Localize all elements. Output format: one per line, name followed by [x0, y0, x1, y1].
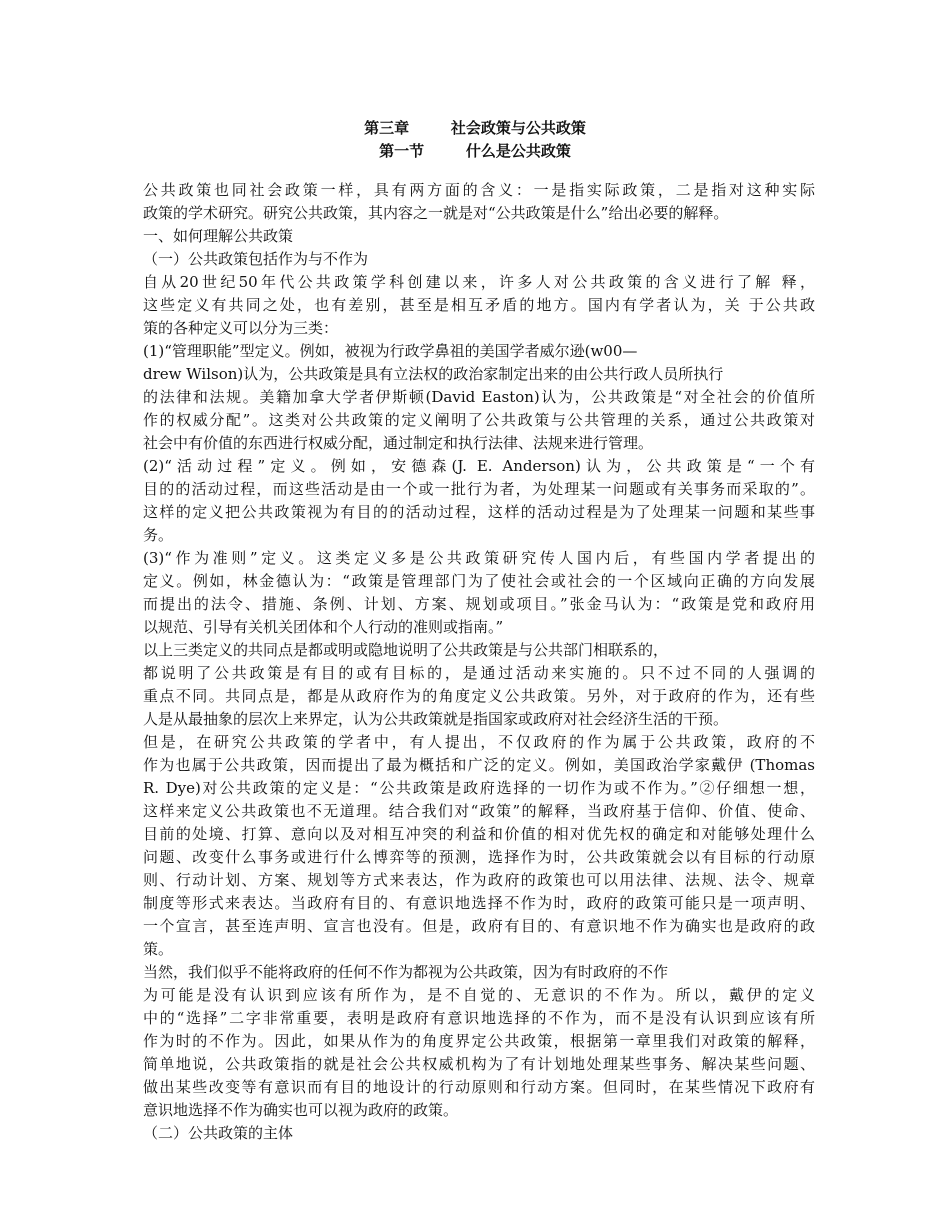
text-line: 策。	[143, 940, 174, 958]
text-line: 作为时的不作为。因此，如果从作为的角度界定公共政策，根据第一章里我们对政策的解释，	[143, 1032, 815, 1050]
text-line: 而提出的法令、措施、条例、计划、方案、规划或项目。”张金马认为：“政策是党和政府用	[143, 595, 815, 613]
text-line: (3)“作为准则”定义。这类定义多是公共政策研究传人国内后，有些国内学者提出的	[143, 549, 815, 567]
text-line: 务。	[143, 526, 174, 544]
text-line: 以上三类定义的共同点是都或明或隐地说明了公共政策是与公共部门相联系的，	[143, 641, 669, 659]
text-line: (1)“管理职能”型定义。例如，被视为行政学鼻祖的美国学者威尔逊(w00—	[143, 342, 638, 360]
text-line: 社会中有价值的东西进行权威分配，通过制定和执行法律、法规来进行管理。	[143, 434, 654, 452]
text-line: 这样来定义公共政策也不无道理。结合我们对“政策”的解释，当政府基于信仰、价值、使命、	[143, 802, 815, 820]
text-line: 这些定义有共同之处，也有差别，甚至是相互矛盾的地方。国内有学者认为，关 于公共政	[143, 296, 815, 314]
section-heading: （二）公共政策的主体	[143, 1124, 294, 1142]
text-line: 定义。例如，林金德认为：“政策是管理部门为了使社会或社会的一个区域向正确的方向发展	[143, 572, 815, 590]
text-line: 制度等形式来表达。当政府有目的、有意识地选择不作为时，政府的政策可能只是一项声明、	[143, 894, 815, 912]
text-line: 人是从最抽象的层次上来界定，认为公共政策就是指国家或政府对社会经济生活的干预。	[143, 710, 729, 728]
text-line: 意识地选择不作为确实也可以视为政府的政策。	[143, 1101, 459, 1119]
text-line: 但是，在研究公共政策的学者中，有人提出，不仅政府的作为属于公共政策，政府的不	[143, 733, 815, 751]
text-line: 目的的活动过程，而这些活动是由一个或一批行为者，为处理某一问题或有关事务而采取的”。	[143, 480, 815, 498]
text-line: 中的“选择”二字非常重要，表明是政府有意识地选择的不作为，而不是没有认识到应该有所	[143, 1009, 815, 1027]
text-line: 问题、改变什么事务或进行什么博弈等的预测，选择作为时，公共政策就会以有目标的行动原	[143, 848, 815, 866]
section-title: 第一节 什么是公共政策	[379, 142, 571, 160]
text-line: 重点不同。共同点是，都是从政府作为的角度定义公共政策。另外，对于政府的作为，还有些	[143, 687, 815, 705]
text-line: 公共政策也同社会政策一样，具有两方面的含义：一是指实际政策，二是指对这种实际	[143, 181, 815, 199]
text-line: 目前的处境、打算、意向以及对相互冲突的利益和价值的相对优先权的确定和对能够处理什么	[143, 825, 815, 843]
chapter-title: 第三章 社会政策与公共政策	[364, 119, 586, 137]
text-line: 简单地说，公共政策指的就是社会公共权威机构为了有计划地处理某些事务、解决某些问题、	[143, 1055, 815, 1073]
text-line: 则、行动计划、方案、规划等方式来表达，作为政府的政策也可以用法律、法规、法令、规章	[143, 871, 815, 889]
text-line: 的法律和法规。美籍加拿大学者伊斯顿(David Easton)认为，公共政策是“对全社会的价值所	[143, 388, 815, 406]
text-line: 这样的定义把公共政策视为有目的的活动过程，这样的活动过程是为了处理某一问题和某些事	[143, 503, 815, 521]
text-line: （一）公共政策包括作为与不作为	[143, 250, 369, 268]
text-line: 为可能是没有认识到应该有所作为，是不自觉的、无意识的不作为。所以，戴伊的定义	[143, 986, 815, 1004]
text-line: 以规范、引导有关机关团体和个人行动的准则或指南。”	[143, 618, 504, 636]
text-line: 都说明了公共政策是有目的或有目标的，是通过活动来实施的。只不过不同的人强调的	[143, 664, 815, 682]
text-line: 政策的学术研究。研究公共政策，其内容之一就是对“公共政策是什么”给出必要的解释。	[143, 204, 729, 222]
text-line: 一、如何理解公共政策	[143, 227, 294, 245]
text-line: 作为也属于公共政策，因而提出了最为概括和广泛的定义。例如，美国政治学家戴伊 (Thomas	[143, 756, 815, 774]
text-line: R. Dye)对公共政策的定义是：“公共政策是政府选择的一切作为或不作为。”②仔细想一想，	[143, 779, 815, 797]
text-line: 做出某些改变等有意识而有目的地设计的行动原则和行动方案。但同时，在某些情况下政府有	[143, 1078, 815, 1096]
text-line: 一个宣言，甚至连声明、宣言也没有。但是，政府有目的、有意识地不作为确实也是政府的政	[143, 917, 815, 935]
text-line: (2)“活动过程”定义。例如，安德森(J. E. Anderson)认为，公共政策是“一个有	[143, 457, 815, 475]
text-line: 当然，我们似乎不能将政府的任何不作为都视为公共政策，因为有时政府的不作	[143, 963, 669, 981]
text-line: drew Wilson)认为，公共政策是具有立法权的政治家制定出来的由公共行政人员所执行	[143, 365, 724, 383]
text-line: 作的权威分配”。这类对公共政策的定义阐明了公共政策与公共管理的关系，通过公共政策对	[143, 411, 815, 429]
text-line: 自从20世纪50年代公共政策学科创建以来，许多人对公共政策的含义进行了解 释，	[143, 273, 815, 291]
text-line: 策的各种定义可以分为三类：	[143, 319, 339, 337]
